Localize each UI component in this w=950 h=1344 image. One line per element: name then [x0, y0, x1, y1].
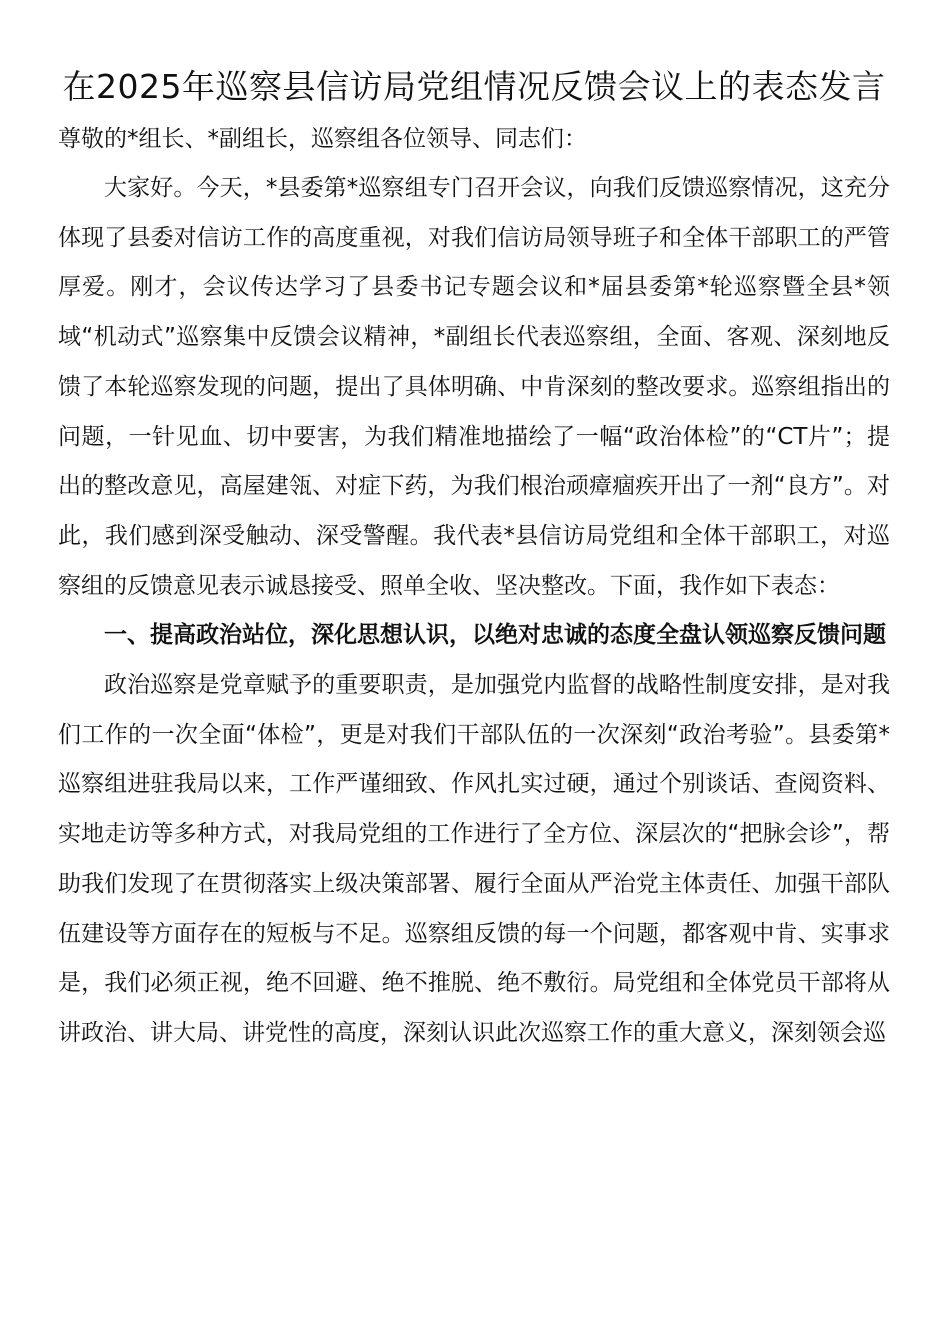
document-title: 在2025年巡察县信访局党组情况反馈会议上的表态发言: [62, 67, 886, 106]
salutation: 尊敬的*组长、*副组长，巡察组各位领导、同志们：: [58, 126, 587, 152]
section-1-paragraph: 政治巡察是党章赋予的重要职责，是加强党内监督的战略性制度安排，是对我们工作的一次全面“体检”，更是对我们干部队伍的一次深刻“政治考验”。县委第*巡察组进驻我局以来，工作严谨细致、作风扎实过硬，通过个别谈话、查阅资料、实地走访等多种方式，对我局党组的工作进行了全方位、深层次的“把脉会诊”，帮助我们发现了在贯彻落实上级决策部署、履行全面从严治党主体责任、加强干部队伍建设等方面存在的短板与不足。巡察组反馈的每一个问题，都客观中肯、实事求是，我们必须正视，绝不回避、绝不推脱、绝不敷衍。局党组和全体党员干部将从讲政治、讲大局、讲党性的高度，深刻认识此次巡察工作的重大意义，深刻领会巡: [58, 672, 890, 1046]
opening-paragraph: 大家好。今天，*县委第*巡察组专门召开会议，向我们反馈巡察情况，这充分体现了县委对信访工作的高度重视，对我们信访局领导班子和全体干部职工的严管厚爱。刚才，会议传达学习了县委书记专题会议和*届县委第*轮巡察暨全县*领域“机动式”巡察集中反馈会议精神，*副组长代表巡察组，全面、客观、深刻地反馈了本轮巡察发现的问题，提出了具体明确、中肯深刻的整改要求。巡察组指出的问题，一针见血、切中要害，为我们精准地描绘了一幅“政治体检”的“CT片”；提出的整改意见，高屋建瓴、对症下药，为我们根治顽瘴痼疾开出了一剂“良方”。对此，我们感到深受触动、深受警醒。我代表*县信访局党组和全体干部职工，对巡察组的反馈意见表示诚恳接受、照单全收、坚决整改。下面，我作如下表态：: [58, 175, 890, 599]
section-heading-1: 一、提高政治站位，深化思想认识，以绝对忠诚的态度全盘认领巡察反馈问题: [104, 622, 886, 649]
